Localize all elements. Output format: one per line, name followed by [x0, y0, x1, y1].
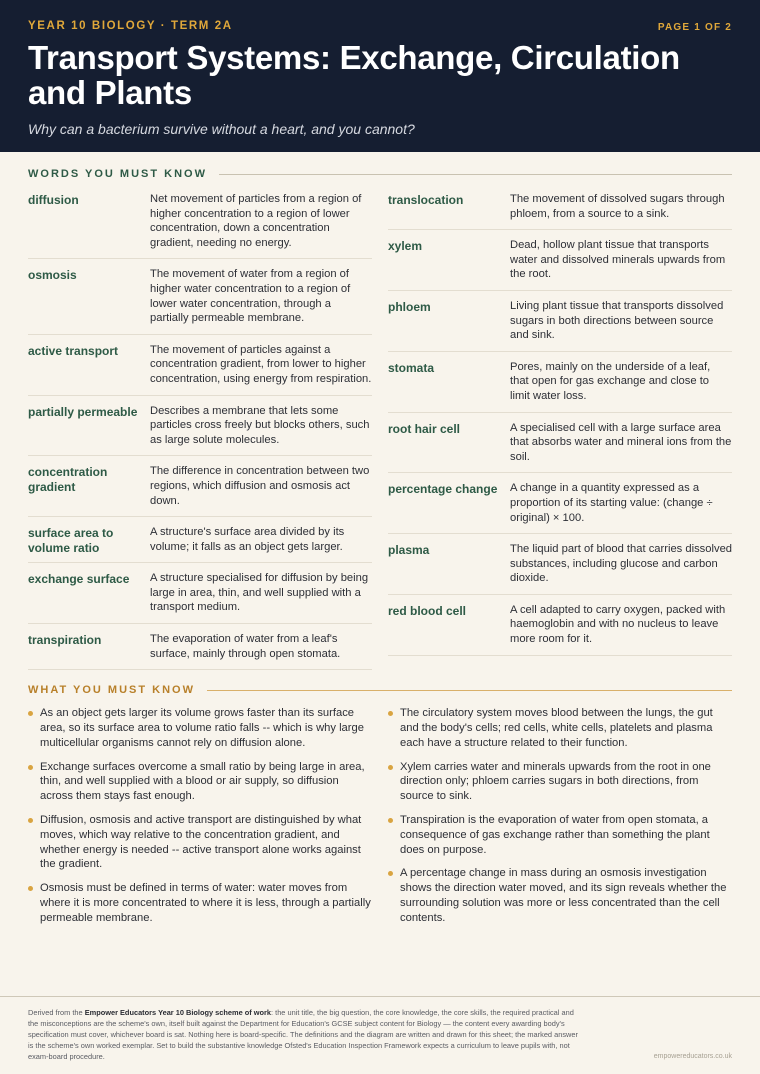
- page-footer: [0, 996, 760, 1062]
- glossary-row: [388, 534, 732, 595]
- knowledge-point: Osmosis must be defined in terms of water: water moves from where it is more concentrated to where it is less, through a partially permeable membrane.: [28, 881, 372, 925]
- glossary-definition: A change in a quantity expressed as a proportion of its starting value: (change ÷ original) × 100.: [510, 482, 713, 524]
- glossary-definition: Living plant tissue that transports dissolved sugars in both directions between source and sink.: [510, 299, 724, 342]
- glossary-definition: A cell adapted to carry oxygen, packed with haemoglobin and with no nucleus to leave more room for it.: [510, 603, 726, 646]
- source-note-body: : the unit title, the big question, the core knowledge, the core skills, the required practical and the misconceptions are the scheme's own, itself built against the Department for Education's GCSE subject content for Biology — the content every awarding body's specification must cover, whichever board is sat. Nothing here is board-specific. The definitions and the diagram are written and drawn for this sheet; the marked answer is the scheme's own worked exemplar. Set to build the substantive knowledge Ofsted's Education Inspection Framework expects a curriculum to leave pupils with, not exam-board procedure.: [28, 1008, 578, 1061]
- page-number: PAGE 1 OF 2: [657, 22, 732, 33]
- website-link[interactable]: empowereducators.co.uk: [653, 1053, 732, 1060]
- page-header: [0, 0, 760, 152]
- glossary-term: osmosis: [28, 268, 77, 283]
- glossary-row: [388, 413, 732, 474]
- glossary-row: [28, 335, 372, 396]
- scheme-name: Empower Educators Year 10 Biology scheme of work: [84, 1008, 272, 1017]
- glossary-row: [28, 624, 372, 670]
- key-knowledge: [28, 706, 732, 934]
- words-section-heading: [28, 168, 732, 180]
- knowledge-point: Transpiration is the evaporation of water from open stomata, a consequence of gas exchange rather than something the plant does on purpose.: [388, 813, 732, 857]
- section-divider: [219, 174, 732, 175]
- source-note-prefix: Derived from the: [28, 1008, 85, 1017]
- glossary-definition: A structure specialised for diffusion by being large in area, thin, and well supplied with a transport medium.: [150, 572, 369, 614]
- course-kicker: YEAR 10 BIOLOGY · TERM 2A: [28, 20, 233, 32]
- source-note: [28, 1007, 583, 1062]
- glossary-row: [388, 595, 732, 656]
- glossary-definition: Dead, hollow plant tissue that transports water and dissolved minerals upwards from the root.: [510, 239, 726, 281]
- glossary-definition: Net movement of particles from a region of higher concentration to a region of lower concentration, down a concentration gradient, needing no energy.: [150, 193, 362, 249]
- glossary-definition: The liquid part of blood that carries dissolved substances, including glucose and carbon dioxide.: [510, 543, 733, 585]
- glossary-term: diffusion: [28, 193, 79, 207]
- glossary-term: root hair cell: [388, 421, 461, 436]
- knowledge-point: Exchange surfaces overcome a small ratio by being large in area, thin, and well supplied with a blood or air supply, so diffusion across them stays fast enough.: [28, 760, 372, 804]
- words-heading-label: WORDS YOU MUST KNOW: [28, 168, 207, 180]
- glossary-left-column: [28, 192, 372, 670]
- glossary-row: [388, 192, 732, 230]
- glossary-term: active transport: [28, 343, 119, 358]
- glossary-term: percentage change: [388, 482, 498, 497]
- glossary: [28, 192, 732, 670]
- glossary-definition: The movement of particles against a concentration gradient, from lower to higher concentration, using energy from respiration.: [150, 343, 372, 385]
- know-heading-label: WHAT YOU MUST KNOW: [28, 684, 195, 697]
- glossary-row: [388, 230, 732, 291]
- glossary-row: [28, 396, 372, 457]
- glossary-row: [28, 456, 372, 517]
- knowledge-point: Diffusion, osmosis and active transport are distinguished by what moves, which way relative to the concentration gradient, and whether energy is needed -- active transport alone works against the gradient.: [28, 813, 372, 872]
- glossary-row: [388, 291, 732, 352]
- knowledge-point: A percentage change in mass during an osmosis investigation shows the direction water moved, and its sign reveals whether the surrounding solution was more or less concentrated than the cell contents.: [388, 866, 732, 925]
- knowledge-point: The circulatory system moves blood between the lungs, the gut and the body's cells; red cells, white cells, platelets and plasma each have a structure related to their function.: [388, 706, 732, 750]
- glossary-term: exchange surface: [28, 572, 130, 587]
- glossary-definition: A specialised cell with a large surface area that absorbs water and mineral ions from the soil.: [510, 421, 732, 463]
- glossary-term: concentration gradient: [28, 465, 108, 494]
- knowledge-left-column: [28, 706, 372, 934]
- glossary-term: surface area to volume ratio: [28, 526, 114, 555]
- glossary-definition: The evaporation of water from a leaf's surface, mainly through open stomata.: [150, 633, 341, 660]
- glossary-row: [28, 517, 372, 563]
- glossary-definition: The movement of dissolved sugars through phloem, from a source to a sink.: [510, 193, 725, 220]
- glossary-term: xylem: [388, 239, 423, 254]
- page-title: Transport Systems: Exchange, Circulation and Plants: [28, 39, 680, 111]
- know-section-heading: [28, 684, 732, 696]
- knowledge-right-column: [388, 706, 732, 934]
- glossary-term: partially permeable: [28, 404, 138, 419]
- glossary-term: red blood cell: [388, 603, 467, 618]
- glossary-term: stomata: [388, 360, 435, 375]
- glossary-term: transpiration: [28, 633, 102, 648]
- big-question: Why can a bacterium survive without a heart, and you cannot?: [28, 121, 415, 137]
- glossary-row: [28, 192, 372, 259]
- glossary-definition: The difference in concentration between two regions, which diffusion and osmosis act down.: [150, 465, 370, 507]
- glossary-row: [28, 259, 372, 334]
- glossary-definition: The movement of water from a region of higher water concentration to a region of lower water concentration, through a partially permeable membrane.: [150, 268, 351, 325]
- section-divider: [207, 690, 732, 691]
- glossary-row: [28, 563, 372, 624]
- glossary-definition: Pores, mainly on the underside of a leaf, that open for gas exchange and close to limit water loss.: [510, 360, 711, 402]
- glossary-right-column: [388, 192, 732, 670]
- glossary-term: plasma: [388, 543, 430, 558]
- glossary-term: phloem: [388, 299, 431, 314]
- knowledge-point: Xylem carries water and minerals upwards from the root in one direction only; phloem carries sugars in both directions, from source to sink.: [388, 760, 732, 804]
- glossary-term: translocation: [388, 193, 464, 207]
- knowledge-point: As an object gets larger its volume grows faster than its surface area, so its surface area to volume ratio falls -- which is why large multicellular organisms cannot rely on diffusion alone.: [28, 706, 372, 750]
- glossary-row: [388, 473, 732, 534]
- glossary-definition: A structure's surface area divided by its volume; it falls as an object gets larger.: [150, 526, 345, 553]
- glossary-definition: Describes a membrane that lets some particles cross freely but blocks others, such as large solute molecules.: [150, 404, 370, 446]
- glossary-row: [388, 352, 732, 413]
